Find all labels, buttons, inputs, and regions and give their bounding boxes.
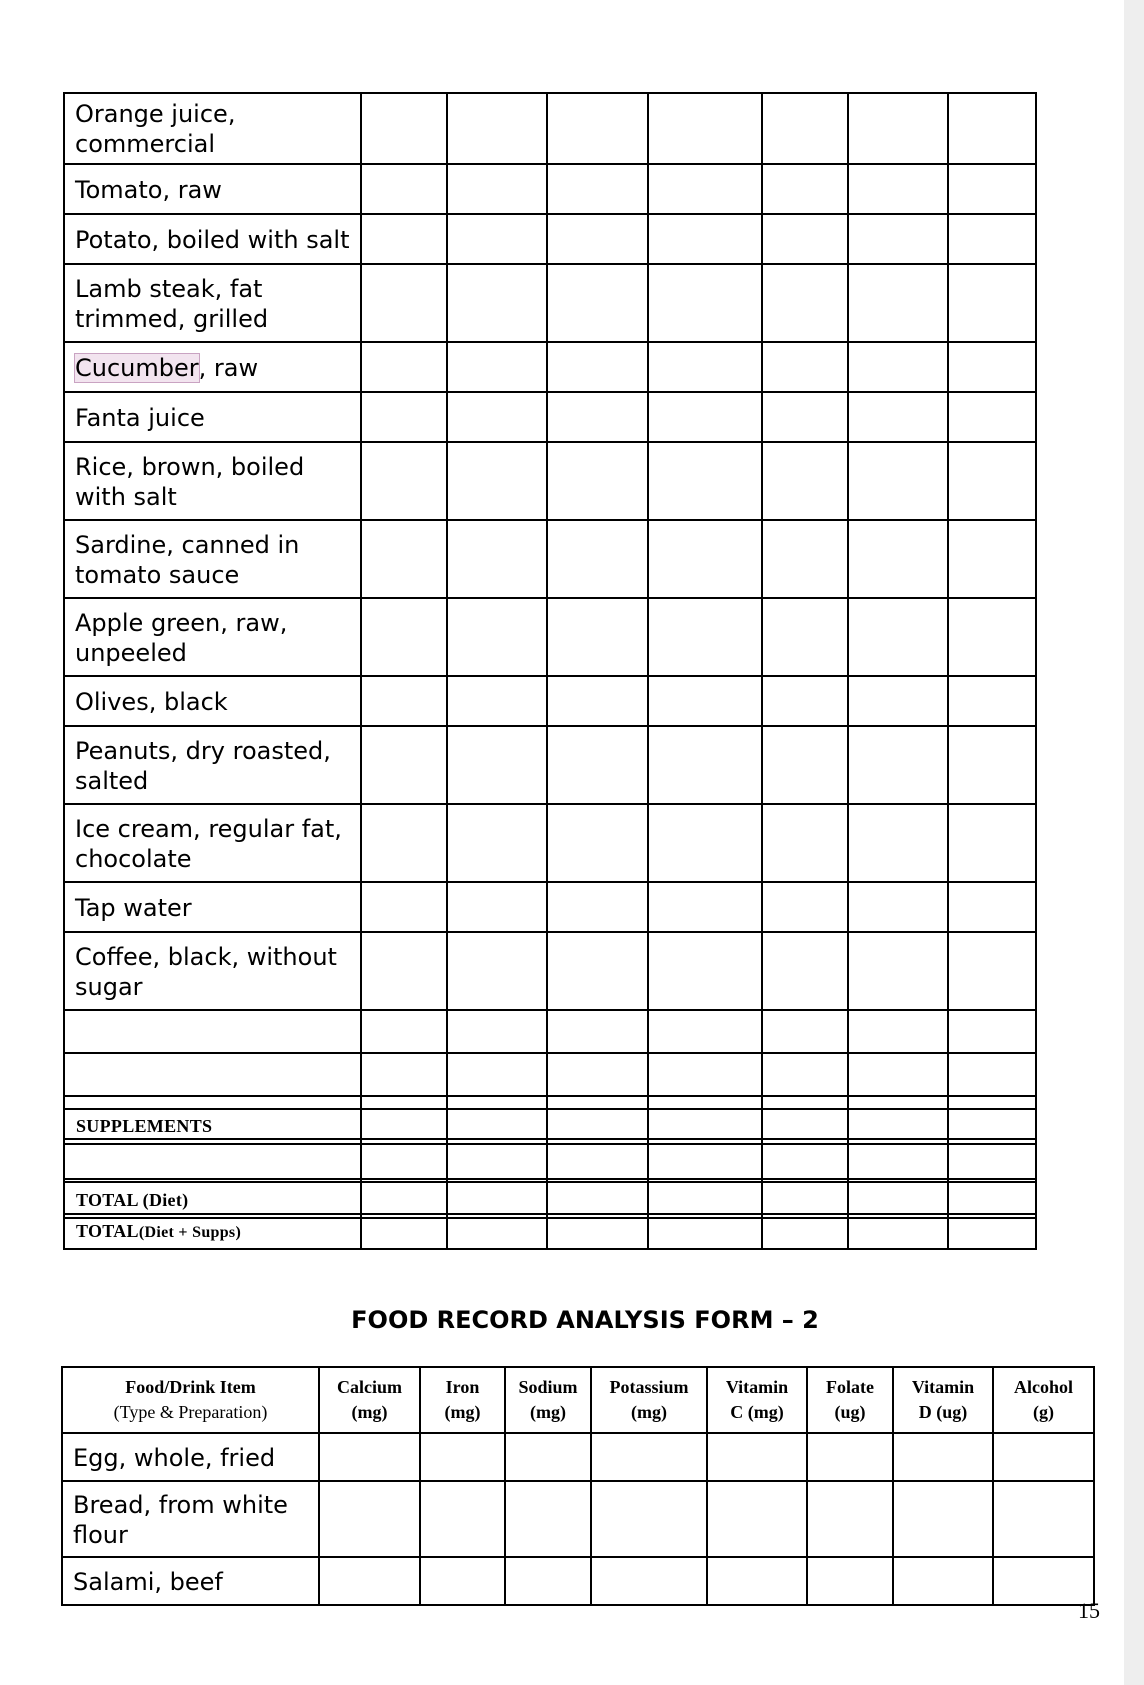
nutrient-cell[interactable] xyxy=(648,932,762,1010)
food-item-cell xyxy=(64,342,361,392)
food-item-label: Tap water xyxy=(75,893,192,922)
nutrient-cell[interactable] xyxy=(547,932,648,1010)
nutrient-cell[interactable] xyxy=(762,342,848,392)
nutrient-cell[interactable] xyxy=(848,442,948,520)
cell[interactable] xyxy=(848,1109,948,1144)
column-header-line1: Folate xyxy=(826,1377,874,1397)
cell[interactable] xyxy=(447,1179,547,1214)
food-item-cell xyxy=(64,164,361,214)
food-item-cell xyxy=(64,392,361,442)
food-row xyxy=(62,1481,1094,1557)
food-item-label: Sardine, canned in tomato sauce xyxy=(75,530,300,589)
nutrient-cell[interactable] xyxy=(762,392,848,442)
supplements-label: SUPPLEMENTS xyxy=(64,1109,361,1144)
food-record-analysis-form-2 xyxy=(61,1366,1095,1606)
cell[interactable] xyxy=(848,1214,948,1249)
nutrient-cell[interactable] xyxy=(648,442,762,520)
cell[interactable] xyxy=(648,1144,762,1179)
nutrient-cell[interactable] xyxy=(762,1010,848,1053)
nutrient-cell[interactable] xyxy=(648,392,762,442)
food-item-cell xyxy=(64,598,361,676)
total-diet-supps-label xyxy=(64,1214,361,1249)
cell[interactable] xyxy=(948,1144,1036,1179)
nutrient-cell[interactable] xyxy=(762,214,848,264)
food-row xyxy=(64,1010,1036,1053)
column-header xyxy=(62,1367,319,1433)
nutrient-cell[interactable] xyxy=(762,804,848,882)
cell[interactable] xyxy=(762,1144,848,1179)
column-header xyxy=(591,1367,707,1433)
column-header-line2: (mg) xyxy=(530,1402,566,1422)
nutrient-cell[interactable] xyxy=(948,932,1036,1010)
nutrient-cell[interactable] xyxy=(361,442,447,520)
nutrient-cell[interactable] xyxy=(447,804,547,882)
column-header-line1: Vitamin xyxy=(725,1377,789,1397)
nutrient-cell[interactable] xyxy=(361,676,447,726)
nutrient-cell[interactable] xyxy=(505,1433,591,1481)
cell[interactable] xyxy=(447,1214,547,1249)
food-item-cell[interactable] xyxy=(64,1010,361,1053)
nutrient-cell[interactable] xyxy=(648,214,762,264)
food-item-cell xyxy=(62,1557,319,1605)
cell[interactable] xyxy=(762,1179,848,1214)
food-item-cell xyxy=(62,1481,319,1557)
nutrient-cell[interactable] xyxy=(361,520,447,598)
food-item-label: Salami, beef xyxy=(73,1567,223,1596)
food-row xyxy=(64,804,1036,882)
nutrient-cell[interactable] xyxy=(993,1433,1094,1481)
nutrient-cell[interactable] xyxy=(648,520,762,598)
food-row xyxy=(62,1433,1094,1481)
total-diet-label: TOTAL (Diet) xyxy=(64,1182,361,1218)
food-row xyxy=(64,520,1036,598)
nutrient-cell[interactable] xyxy=(893,1557,993,1605)
supplement-row xyxy=(64,1144,1036,1179)
supplements-header-row xyxy=(64,1109,1036,1144)
nutrient-cell[interactable] xyxy=(361,598,447,676)
nutrient-cell[interactable] xyxy=(361,214,447,264)
nutrient-cell[interactable] xyxy=(762,882,848,932)
nutrient-cell[interactable] xyxy=(547,520,648,598)
column-header-line2: (mg) xyxy=(351,1402,388,1422)
food-row xyxy=(64,932,1036,1010)
nutrient-cell[interactable] xyxy=(547,726,648,804)
cell[interactable] xyxy=(361,1109,447,1144)
cell[interactable] xyxy=(447,1109,547,1144)
total-label-sub: (Diet + Supps) xyxy=(138,1224,242,1241)
cell[interactable] xyxy=(948,1109,1036,1144)
nutrient-cell[interactable] xyxy=(361,93,447,164)
column-header xyxy=(807,1367,893,1433)
nutrient-cell[interactable] xyxy=(948,164,1036,214)
column-header-line2: (g) xyxy=(1033,1402,1054,1422)
food-item-label: Apple green, raw, unpeeled xyxy=(75,608,288,667)
nutrient-cell[interactable] xyxy=(648,1010,762,1053)
supplement-row xyxy=(64,1179,1036,1214)
total-label-main: TOTAL xyxy=(76,1221,139,1241)
nutrient-cell[interactable] xyxy=(547,804,648,882)
food-item-label: Cucumber, raw xyxy=(75,353,259,382)
column-header-line1: Iron xyxy=(445,1377,480,1397)
food-row xyxy=(64,1053,1036,1096)
food-item-cell xyxy=(64,804,361,882)
nutrient-cell[interactable] xyxy=(361,882,447,932)
food-row xyxy=(64,676,1036,726)
nutrient-cell[interactable] xyxy=(319,1481,420,1557)
column-header-line2: (Type & Preparation) xyxy=(113,1402,268,1422)
nutrient-cell[interactable] xyxy=(948,93,1036,164)
nutrient-cell[interactable] xyxy=(848,598,948,676)
cell[interactable] xyxy=(447,1144,547,1179)
food-row xyxy=(64,214,1036,264)
nutrient-cell[interactable] xyxy=(447,1010,547,1053)
nutrient-cell[interactable] xyxy=(848,164,948,214)
nutrient-cell[interactable] xyxy=(361,804,447,882)
nutrient-cell[interactable] xyxy=(648,726,762,804)
nutrient-cell[interactable] xyxy=(319,1557,420,1605)
column-header-line2: (mg) xyxy=(631,1402,667,1422)
nutrient-cell[interactable] xyxy=(993,1481,1094,1557)
cell[interactable] xyxy=(547,1179,648,1214)
nutrient-cell[interactable] xyxy=(547,93,648,164)
food-row xyxy=(64,164,1036,214)
nutrient-cell[interactable] xyxy=(447,164,547,214)
nutrient-cell[interactable] xyxy=(361,164,447,214)
nutrient-cell[interactable] xyxy=(447,882,547,932)
nutrient-cell[interactable] xyxy=(447,442,547,520)
nutrient-cell[interactable] xyxy=(447,264,547,342)
food-row xyxy=(64,882,1036,932)
cell[interactable] xyxy=(547,1214,648,1249)
nutrient-cell[interactable] xyxy=(762,726,848,804)
nutrient-cell[interactable] xyxy=(848,342,948,392)
nutrient-cell[interactable] xyxy=(547,342,648,392)
nutrient-cell[interactable] xyxy=(447,726,547,804)
nutrient-cell[interactable] xyxy=(893,1481,993,1557)
column-header xyxy=(707,1367,807,1433)
cell[interactable] xyxy=(648,1179,762,1214)
column-header-line1: Food/Drink Item xyxy=(125,1377,256,1397)
nutrient-cell[interactable] xyxy=(547,392,648,442)
column-header xyxy=(505,1367,591,1433)
column-header-line1: Vitamin xyxy=(911,1377,975,1397)
food-row xyxy=(64,93,1036,164)
column-header-line1: Potassium xyxy=(609,1377,689,1397)
nutrient-cell[interactable] xyxy=(447,932,547,1010)
nutrient-cell[interactable] xyxy=(547,164,648,214)
nutrient-cell[interactable] xyxy=(547,598,648,676)
nutrient-cell[interactable] xyxy=(420,1557,505,1605)
nutrient-cell[interactable] xyxy=(361,342,447,392)
nutrient-cell[interactable] xyxy=(762,520,848,598)
nutrient-cell[interactable] xyxy=(707,1557,807,1605)
nutrient-cell[interactable] xyxy=(948,804,1036,882)
food-item-cell xyxy=(64,676,361,726)
nutrient-cell[interactable] xyxy=(762,598,848,676)
food-item-cell xyxy=(62,1433,319,1481)
food-item-cell xyxy=(64,882,361,932)
nutrient-cell[interactable] xyxy=(948,520,1036,598)
food-item-label: Coffee, black, without sugar xyxy=(75,942,337,1001)
nutrient-cell[interactable] xyxy=(948,598,1036,676)
column-header-line2: (mg) xyxy=(444,1402,481,1422)
nutrient-cell[interactable] xyxy=(447,1053,547,1096)
cell[interactable] xyxy=(948,1179,1036,1214)
food-row xyxy=(64,726,1036,804)
nutrient-cell[interactable] xyxy=(762,932,848,1010)
nutrient-cell[interactable] xyxy=(948,342,1036,392)
column-header-line1: Calcium xyxy=(337,1377,402,1397)
nutrient-cell[interactable] xyxy=(762,93,848,164)
nutrient-cell[interactable] xyxy=(848,726,948,804)
nutrient-cell[interactable] xyxy=(848,520,948,598)
food-item-cell xyxy=(64,726,361,804)
nutrient-cell[interactable] xyxy=(447,342,547,392)
nutrient-cell[interactable] xyxy=(848,1010,948,1053)
food-item-label: Ice cream, regular fat, chocolate xyxy=(75,814,342,873)
nutrient-cell[interactable] xyxy=(648,676,762,726)
food-record-table-1 xyxy=(63,92,1037,1219)
nutrient-cell[interactable] xyxy=(547,882,648,932)
cell[interactable] xyxy=(948,1214,1036,1249)
nutrient-cell[interactable] xyxy=(361,1053,447,1096)
nutrient-cell[interactable] xyxy=(361,932,447,1010)
nutrient-cell[interactable] xyxy=(591,1481,707,1557)
nutrient-cell[interactable] xyxy=(547,676,648,726)
supplements-table xyxy=(63,1108,1037,1250)
nutrient-cell[interactable] xyxy=(762,442,848,520)
food-item-label: Lamb steak, fat trimmed, grilled xyxy=(75,274,269,333)
nutrient-cell[interactable] xyxy=(648,342,762,392)
food-item-label: Bread, from white flour xyxy=(73,1490,288,1549)
food-item-cell xyxy=(64,520,361,598)
column-header-line1: Sodium xyxy=(518,1377,578,1397)
nutrient-cell[interactable] xyxy=(648,1053,762,1096)
nutrient-cell[interactable] xyxy=(848,882,948,932)
nutrient-cell[interactable] xyxy=(848,392,948,442)
cell[interactable] xyxy=(361,1214,447,1249)
cell[interactable] xyxy=(648,1109,762,1144)
nutrient-cell[interactable] xyxy=(948,442,1036,520)
nutrient-cell[interactable] xyxy=(547,442,648,520)
supplement-item-cell[interactable] xyxy=(64,1144,361,1179)
page-number: 15 xyxy=(1078,1598,1100,1623)
cell[interactable] xyxy=(361,1144,447,1179)
nutrient-cell[interactable] xyxy=(807,1433,893,1481)
cell[interactable] xyxy=(762,1109,848,1144)
nutrient-cell[interactable] xyxy=(505,1557,591,1605)
nutrient-cell[interactable] xyxy=(848,804,948,882)
page-edge xyxy=(1124,0,1144,1685)
food-row xyxy=(64,392,1036,442)
header-row xyxy=(62,1367,1094,1433)
food-row xyxy=(64,598,1036,676)
nutrient-cell[interactable] xyxy=(648,598,762,676)
column-header xyxy=(420,1367,505,1433)
nutrient-cell[interactable] xyxy=(547,1053,648,1096)
nutrient-cell[interactable] xyxy=(547,214,648,264)
nutrient-cell[interactable] xyxy=(648,264,762,342)
nutrient-cell[interactable] xyxy=(420,1481,505,1557)
nutrient-cell[interactable] xyxy=(447,520,547,598)
food-row xyxy=(64,342,1036,392)
nutrient-cell[interactable] xyxy=(420,1433,505,1481)
nutrient-cell[interactable] xyxy=(447,214,547,264)
nutrient-cell[interactable] xyxy=(547,264,648,342)
nutrient-cell[interactable] xyxy=(591,1433,707,1481)
nutrient-cell[interactable] xyxy=(447,392,547,442)
food-item-cell xyxy=(64,932,361,1010)
nutrient-cell[interactable] xyxy=(447,676,547,726)
nutrient-cell[interactable] xyxy=(807,1481,893,1557)
food-item-cell xyxy=(64,442,361,520)
nutrient-cell[interactable] xyxy=(762,264,848,342)
nutrient-cell[interactable] xyxy=(762,1053,848,1096)
cell[interactable] xyxy=(648,1214,762,1249)
nutrient-cell[interactable] xyxy=(648,804,762,882)
nutrient-cell[interactable] xyxy=(848,214,948,264)
cell[interactable] xyxy=(848,1144,948,1179)
column-header-line2: (ug) xyxy=(834,1402,866,1422)
supplement-item-cell[interactable] xyxy=(64,1179,361,1214)
column-header xyxy=(893,1367,993,1433)
nutrient-cell[interactable] xyxy=(447,93,547,164)
column-header xyxy=(319,1367,420,1433)
nutrient-cell[interactable] xyxy=(591,1557,707,1605)
cell[interactable] xyxy=(762,1214,848,1249)
nutrient-cell[interactable] xyxy=(505,1481,591,1557)
nutrient-cell[interactable] xyxy=(948,676,1036,726)
nutrient-cell[interactable] xyxy=(948,1010,1036,1053)
cell[interactable] xyxy=(547,1144,648,1179)
food-item-label: Orange juice, commercial xyxy=(75,100,236,158)
total-diet-supps-row xyxy=(64,1214,1036,1249)
nutrient-cell[interactable] xyxy=(948,1053,1036,1096)
nutrient-cell[interactable] xyxy=(361,264,447,342)
food-item-cell xyxy=(64,214,361,264)
column-header-line2: D (ug) xyxy=(918,1402,968,1422)
nutrient-cell[interactable] xyxy=(648,882,762,932)
nutrient-cell[interactable] xyxy=(648,93,762,164)
nutrient-cell[interactable] xyxy=(547,1010,648,1053)
nutrient-cell[interactable] xyxy=(848,1053,948,1096)
food-item-label: Egg, whole, fried xyxy=(73,1443,276,1472)
nutrient-cell[interactable] xyxy=(762,164,848,214)
nutrient-cell[interactable] xyxy=(848,264,948,342)
food-row xyxy=(64,264,1036,342)
food-item-label: Peanuts, dry roasted, salted xyxy=(75,736,331,795)
food-row xyxy=(64,442,1036,520)
nutrient-cell[interactable] xyxy=(848,932,948,1010)
cell[interactable] xyxy=(547,1109,648,1144)
nutrient-cell[interactable] xyxy=(319,1433,420,1481)
nutrient-cell[interactable] xyxy=(807,1557,893,1605)
food-item-cell[interactable] xyxy=(64,1053,361,1096)
nutrient-cell[interactable] xyxy=(447,598,547,676)
nutrient-cell[interactable] xyxy=(948,264,1036,342)
nutrient-cell[interactable] xyxy=(948,392,1036,442)
nutrient-cell[interactable] xyxy=(648,164,762,214)
column-header xyxy=(993,1367,1094,1433)
food-item-label: Rice, brown, boiled with salt xyxy=(75,452,305,511)
cell[interactable] xyxy=(848,1179,948,1214)
food-item-label: Tomato, raw xyxy=(75,175,222,204)
nutrient-cell[interactable] xyxy=(361,392,447,442)
food-item-cell xyxy=(64,264,361,342)
food-item-label: Olives, black xyxy=(75,687,228,716)
cell[interactable] xyxy=(361,1179,447,1214)
nutrient-cell[interactable] xyxy=(361,1010,447,1053)
nutrient-cell[interactable] xyxy=(762,676,848,726)
nutrient-cell[interactable] xyxy=(948,214,1036,264)
column-header-line1: Alcohol xyxy=(1013,1377,1073,1397)
nutrient-cell[interactable] xyxy=(848,676,948,726)
food-row xyxy=(62,1557,1094,1605)
food-item-cell xyxy=(64,93,361,164)
nutrient-cell[interactable] xyxy=(848,93,948,164)
nutrient-cell[interactable] xyxy=(361,726,447,804)
nutrient-cell[interactable] xyxy=(948,882,1036,932)
form-title: FOOD RECORD ANALYSIS FORM – 2 xyxy=(351,1306,819,1334)
nutrient-cell[interactable] xyxy=(948,726,1036,804)
nutrient-cell[interactable] xyxy=(707,1433,807,1481)
food-item-label: Potato, boiled with salt xyxy=(75,225,350,254)
nutrient-cell[interactable] xyxy=(707,1481,807,1557)
column-header-line2: C (mg) xyxy=(730,1402,784,1422)
food-item-label: Fanta juice xyxy=(75,403,205,432)
nutrient-cell[interactable] xyxy=(893,1433,993,1481)
